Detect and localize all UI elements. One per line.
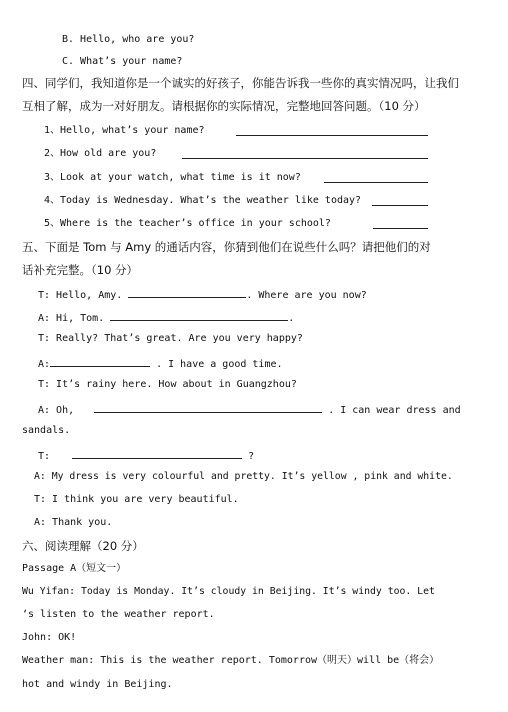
dialogue-line-10: A: Thank you. <box>34 517 113 528</box>
section4-question-5: 5、Where is the teacher’s office in your school? <box>44 218 331 229</box>
passage-line-3: John: OK! <box>22 632 77 643</box>
option-c: C. What’s your name? <box>62 56 183 67</box>
dialogue-text: A: Hi, Tom. <box>38 313 105 324</box>
dialogue-text: T: <box>38 451 51 462</box>
answer-blank-5[interactable] <box>373 228 428 229</box>
dialogue-line-6-cont: sandals. <box>22 425 71 436</box>
dialogue-line-2 <box>38 309 294 326</box>
dialogue-line-7 <box>38 447 254 464</box>
dialogue-line-4 <box>38 355 283 372</box>
dialogue-line-1 <box>38 286 367 303</box>
dialogue-line-5: T: It’s rainy here. How about in Guangzhou? <box>38 379 297 390</box>
dialogue-line-3: T: Really? That’s great. Are you very happy? <box>38 333 303 344</box>
option-b: B. Hello, who are you? <box>62 34 195 45</box>
dialogue-text: . I have a good time. <box>156 359 283 370</box>
section6-heading: 六、阅读理解（20 分） <box>22 539 144 553</box>
dialogue-line-8: A: My dress is very colourful and pretty. It’s yellow , pink and white. <box>34 471 453 482</box>
dialogue-text: . I can wear dress and <box>328 405 461 416</box>
passage-line-1: Wu Yifan: Today is Monday. It’s cloudy in Beijing. It’s windy too. Let <box>22 586 435 597</box>
section5-heading-line1: 五、下面是 Tom 与 Amy 的通话内容，你猜到他们在说些什么吗？请把他们的对 <box>22 240 431 254</box>
section4-heading-line1: 四、同学们，我知道你是一个诚实的好孩子，你能告诉我一些你的真实情况吗，让我们 <box>22 76 459 90</box>
dialogue-blank-1[interactable] <box>128 286 246 298</box>
passage-line-2: ‘s listen to the weather report. <box>22 609 215 620</box>
dialogue-blank-4[interactable] <box>50 355 150 367</box>
section5-heading-line2: 话补充完整。（10 分） <box>22 263 139 277</box>
passage-line-4: Weather man: This is the weather report. Tomorrow（明天）will be（将会） <box>22 655 440 666</box>
answer-blank-1[interactable] <box>236 135 428 136</box>
dialogue-text: A: <box>38 359 51 370</box>
dialogue-blank-7[interactable] <box>72 447 242 459</box>
section4-question-2: 2、How old are you? <box>44 148 157 159</box>
dialogue-text: . <box>288 313 295 324</box>
answer-blank-2[interactable] <box>182 158 428 159</box>
dialogue-text: A: Oh, <box>38 405 75 416</box>
dialogue-text: . Where are you now? <box>246 290 367 301</box>
section4-question-1: 1、Hello, what’s your name? <box>44 125 205 136</box>
passage-title: Passage A（短文一） <box>22 563 127 574</box>
dialogue-line-6 <box>38 401 461 418</box>
dialogue-line-9: T: I think you are very beautiful. <box>34 494 239 505</box>
section4-question-3: 3、Look at your watch, what time is it now? <box>44 172 301 183</box>
dialogue-text: T: Hello, Amy. <box>38 290 123 301</box>
section4-heading-line2: 互相了解，成为一对好朋友。请根据你的实际情况，完整地回答问题。（10 分） <box>22 99 426 113</box>
dialogue-blank-6[interactable] <box>94 401 322 413</box>
answer-blank-3[interactable] <box>324 182 428 183</box>
answer-blank-4[interactable] <box>372 205 428 206</box>
dialogue-blank-2[interactable] <box>110 309 288 321</box>
passage-line-5: hot and windy in Beijing. <box>22 679 173 690</box>
section4-question-4: 4、Today is Wednesday. What’s the weather like today? <box>44 195 362 206</box>
dialogue-text: ? <box>248 451 255 462</box>
